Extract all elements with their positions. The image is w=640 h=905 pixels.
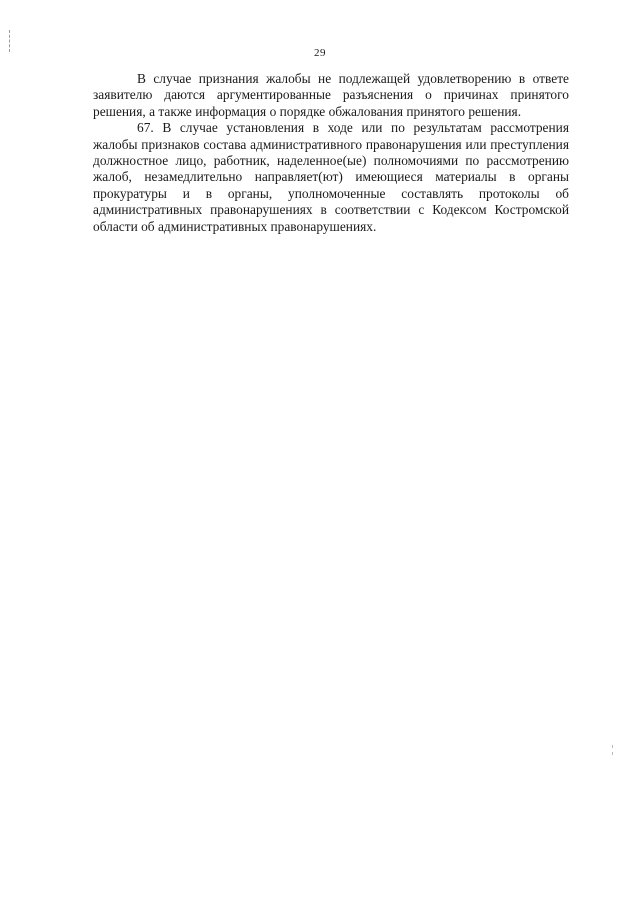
paragraph: 67. В случае установления в ходе или по результатам рассмотрения жалобы признаков состава административного правонарушения или преступления должностное лицо, работник, наделенное(ые) полномочиями по рассмотрению жалоб, незамедлительно направляет(ют) имеющиеся материалы в органы прокуратуры и в органы, уполномоченные составлять протоколы об административных правонарушениях в соответствии с Кодексом Костромской области об административных правонарушениях. (93, 120, 569, 234)
scan-speck (612, 752, 613, 755)
page-number: 29 (314, 47, 326, 59)
paragraph: В случае признания жалобы не подлежащей удовлетворению в ответе заявителю даются аргументированные разъяснения о причинах принятого решения, а также информация о порядке обжалования принятого решения. (93, 71, 569, 119)
document-body (93, 71, 569, 235)
scan-speck (612, 745, 613, 748)
